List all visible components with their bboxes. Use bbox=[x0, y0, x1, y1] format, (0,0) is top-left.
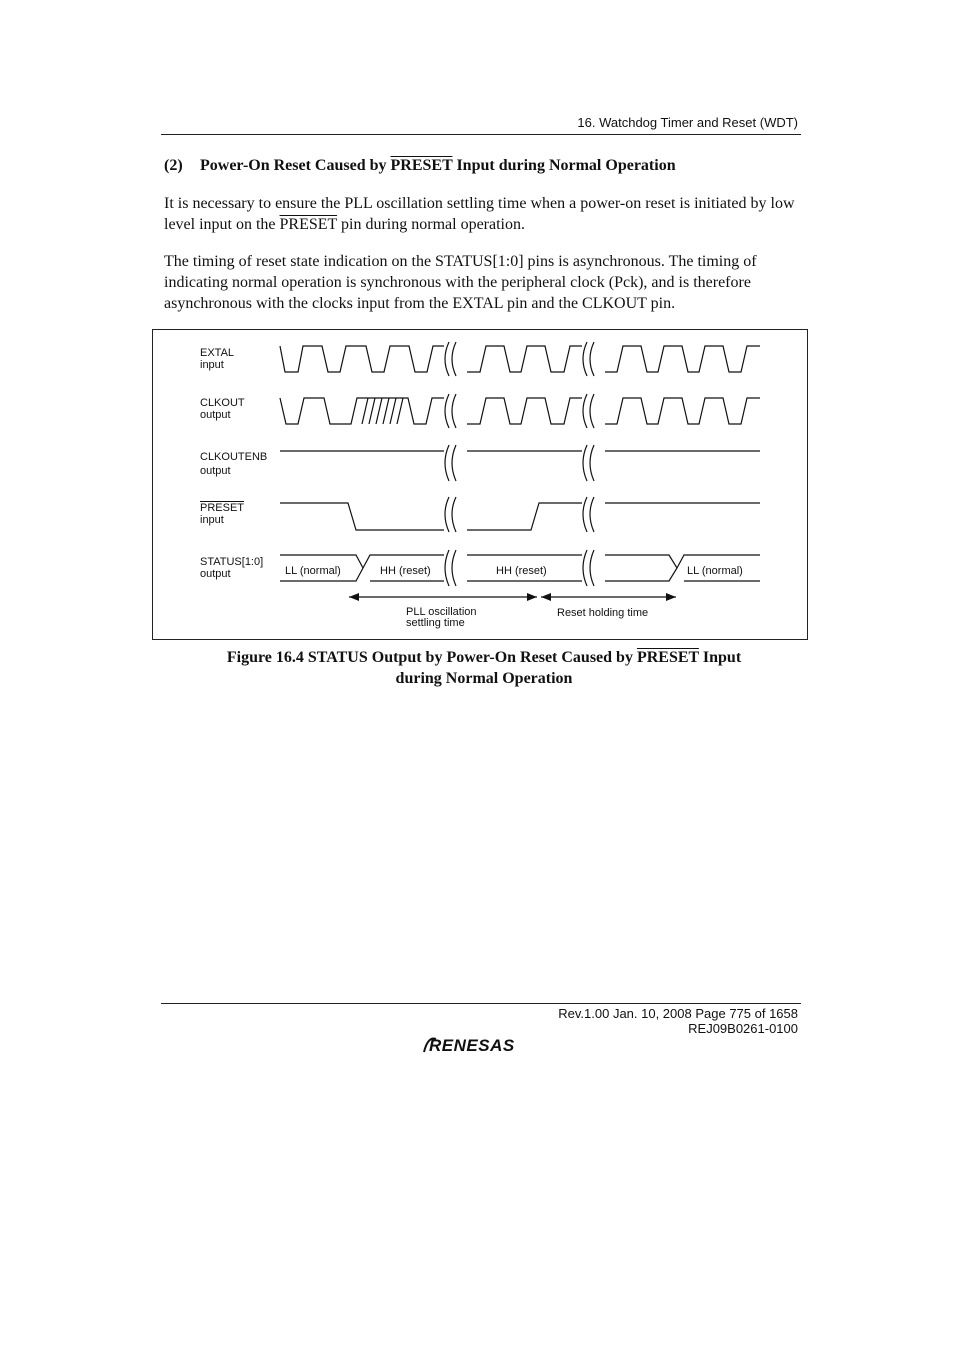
p1-after: pin during normal operation. bbox=[337, 216, 525, 233]
reset-holding-label: Reset holding time bbox=[557, 607, 649, 619]
pll-settling-label: PLL oscillation settling time bbox=[406, 606, 477, 629]
status-state-ll-normal-2: LL (normal) bbox=[687, 565, 743, 577]
paragraph-pll-settling bbox=[164, 193, 804, 235]
caption-line2: during Normal Operation bbox=[395, 670, 573, 687]
status-state-ll-normal-1: LL (normal) bbox=[285, 565, 341, 577]
section-title-after: Input during Normal Operation bbox=[452, 157, 676, 174]
clkout-waveform bbox=[280, 398, 760, 424]
arrowhead-reset-left bbox=[541, 593, 551, 601]
status-label: STATUS[1:0] output bbox=[200, 556, 264, 580]
running-header: 16. Watchdog Timer and Reset (WDT) bbox=[577, 115, 798, 130]
preset-label: PRESET input bbox=[200, 502, 245, 526]
caption-suffix: Input bbox=[698, 649, 742, 666]
section-title-signal: PRESET bbox=[390, 157, 453, 174]
figure-caption bbox=[164, 647, 804, 689]
extal-label: EXTAL input bbox=[200, 347, 235, 371]
header-rule bbox=[161, 134, 801, 135]
timing-diagram bbox=[152, 329, 808, 640]
break-mark-left bbox=[445, 342, 456, 586]
p1-signal: PRESET bbox=[279, 216, 338, 233]
footer-rule bbox=[161, 1003, 801, 1004]
arrowhead-pll-left bbox=[349, 593, 359, 601]
section-number: (2) bbox=[164, 157, 183, 174]
clkout-label: CLKOUT output bbox=[200, 397, 245, 421]
section-heading bbox=[164, 157, 676, 175]
timing-diagram-svg bbox=[153, 330, 809, 641]
p1-before: It is necessary to ensure the PLL oscillation settling time when a power-on reset is initiated by low level input on the bbox=[164, 195, 795, 233]
svg-text:RENESAS: RENESAS bbox=[429, 1036, 515, 1055]
preset-waveform bbox=[280, 503, 760, 530]
section-title-before: Power-On Reset Caused by bbox=[200, 157, 391, 174]
caption-signal: PRESET bbox=[636, 649, 699, 666]
renesas-logo bbox=[422, 1032, 542, 1058]
clkoutenb-label: CLKOUTENB output bbox=[200, 451, 268, 477]
footer-revision: Rev.1.00 Jan. 10, 2008 Page 775 of 1658 bbox=[558, 1006, 798, 1021]
status-state-hh-reset-1: HH (reset) bbox=[380, 565, 431, 577]
paragraph-status-timing: The timing of reset state indication on the STATUS[1:0] pins is asynchronous. The timing of indicating normal operation is synchronous with the peripheral clock (Pck), and is therefore asynchronous with the clocks input from the EXTAL pin and the CLKOUT pin. bbox=[164, 253, 757, 312]
extal-waveform bbox=[280, 346, 760, 372]
arrowhead-pll-right bbox=[527, 593, 537, 601]
arrowhead-reset-right bbox=[666, 593, 676, 601]
break-mark-right bbox=[583, 342, 594, 586]
footer-doc-number: REJ09B0261-0100 bbox=[688, 1021, 798, 1036]
caption-prefix: Figure 16.4 STATUS Output by Power-On Reset Caused by bbox=[226, 649, 637, 666]
clkout-unstable-hatch bbox=[362, 398, 403, 424]
status-state-hh-reset-2: HH (reset) bbox=[496, 565, 547, 577]
